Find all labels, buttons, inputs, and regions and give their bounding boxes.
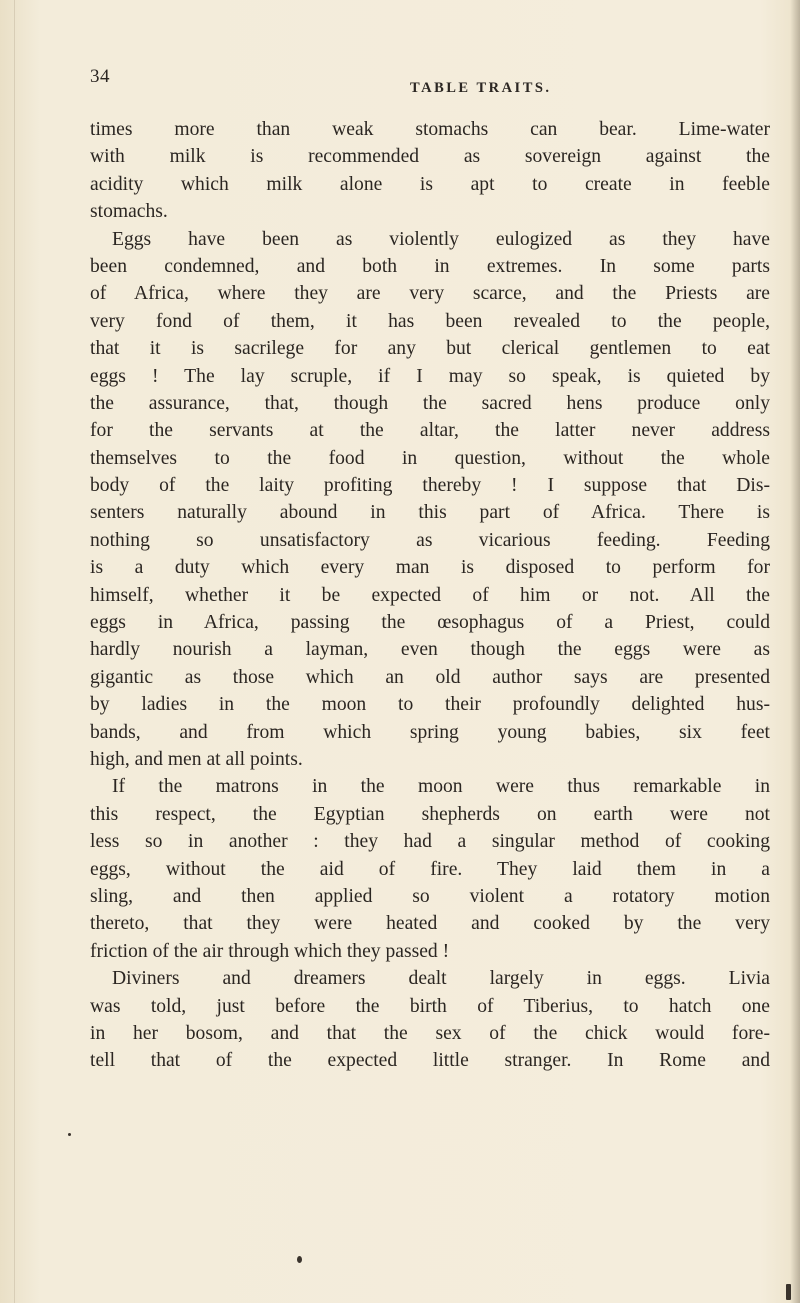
text-line: eggs in Africa, passing the œsophagus of a Priest, could bbox=[90, 612, 770, 634]
text-line: less so in another : they had a singular method of cooking bbox=[90, 831, 770, 853]
text-line: bands, and from which spring young babies, six feet bbox=[90, 721, 770, 743]
text-line: the assurance, that, though the sacred hens produce only bbox=[90, 392, 770, 414]
text-line: in her bosom, and that the sex of the chick would fore- bbox=[90, 1022, 770, 1044]
ink-spot bbox=[68, 1133, 71, 1136]
text-line: Eggs have been as violently eulogized as they have bbox=[112, 228, 770, 250]
text-line: is a duty which every man is disposed to perform for bbox=[90, 557, 770, 579]
ink-spot bbox=[297, 1256, 302, 1263]
text-line: hardly nourish a layman, even though the eggs were as bbox=[90, 639, 770, 661]
running-head bbox=[90, 66, 770, 96]
text-line: with milk is recommended as sovereign against the bbox=[90, 146, 770, 168]
text-line: themselves to the food in question, without the whole bbox=[90, 447, 770, 469]
text-line: high, and men at all points. bbox=[90, 748, 303, 770]
text-line: friction of the air through which they passed ! bbox=[90, 940, 450, 962]
text-line: Diviners and dreamers dealt largely in eggs. Livia bbox=[112, 968, 770, 990]
text-line: nothing so unsatisfactory as vicarious feeding. Feeding bbox=[90, 529, 770, 551]
text-line: by ladies in the moon to their profoundly delighted hus- bbox=[90, 694, 770, 716]
text-line: thereto, that they were heated and cooked by the very bbox=[90, 913, 770, 935]
text-line: of Africa, where they are very scarce, and the Priests are bbox=[90, 283, 770, 305]
text-line: eggs ! The lay scruple, if I may so speak, is quieted by bbox=[90, 365, 770, 387]
text-line: this respect, the Egyptian shepherds on earth were not bbox=[90, 803, 770, 825]
text-line: gigantic as those which an old author says are presented bbox=[90, 666, 770, 688]
running-title: TABLE TRAITS. bbox=[410, 80, 552, 96]
text-line: stomachs. bbox=[90, 201, 168, 223]
body-text bbox=[90, 116, 770, 1075]
text-line: body of the laity profiting thereby ! I suppose that Dis- bbox=[90, 475, 770, 497]
page-gutter bbox=[14, 0, 45, 1303]
text-line: himself, whether it be expected of him or not. All the bbox=[90, 584, 770, 606]
text-line: senters naturally abound in this part of Africa. There is bbox=[90, 502, 770, 524]
text-line: tell that of the expected little stranger. In Rome and bbox=[90, 1050, 770, 1072]
text-line: was told, just before the birth of Tiberius, to hatch one bbox=[90, 995, 770, 1017]
text-line: been condemned, and both in extremes. In some parts bbox=[90, 255, 770, 277]
text-line: for the servants at the altar, the latter never address bbox=[90, 420, 770, 442]
text-line: times more than weak stomachs can bear. Lime-water bbox=[90, 119, 770, 140]
text-line: that it is sacrilege for any but clerical gentlemen to eat bbox=[90, 338, 770, 360]
text-line: If the matrons in the moon were thus remarkable in bbox=[112, 776, 770, 798]
page-number: 34 bbox=[90, 66, 110, 87]
page-edge bbox=[790, 0, 800, 1303]
text-line: sling, and then applied so violent a rotatory motion bbox=[90, 885, 770, 907]
text-line: acidity which milk alone is apt to create in feeble bbox=[90, 173, 770, 195]
text-line: eggs, without the aid of fire. They laid them in a bbox=[90, 858, 770, 880]
text-line: very fond of them, it has been revealed to the people, bbox=[90, 310, 770, 332]
